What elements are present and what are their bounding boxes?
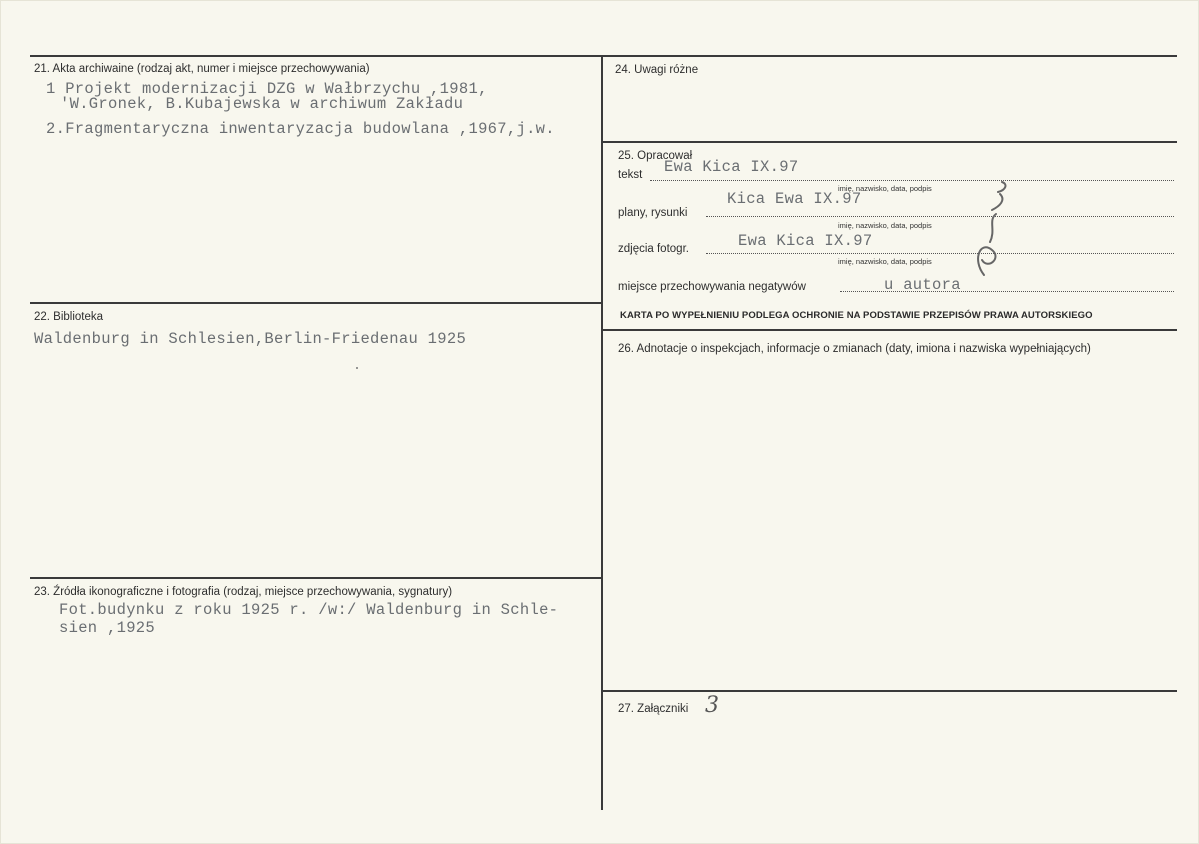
signature	[962, 180, 1022, 280]
center-divider	[601, 55, 603, 810]
plany-dotline	[706, 216, 1174, 217]
section-23-entry-line-2: sien ,1925	[59, 619, 156, 637]
section-21-entry-1-line-2: 'W.Gronek, B.Kubajewska w archiwum Zakładu	[60, 95, 464, 113]
section-22-label: 22. Biblioteka	[34, 311, 104, 323]
left-rule-22	[30, 302, 602, 304]
plany-caption: imię, nazwisko, data, podpis	[838, 221, 932, 230]
zdjecia-label: zdjęcia fotogr.	[618, 243, 689, 255]
negatywy-label: miejsce przechowywania negatywów	[618, 281, 806, 293]
section-26-label: 26. Adnotacje o inspekcjach, informacje o zmianach (daty, imiona i nazwiska wypełniających)	[618, 343, 1091, 355]
right-rule-25	[602, 141, 1177, 143]
tekst-dotline	[650, 180, 1174, 181]
section-21-entry-1-line-1: 1 Projekt modernizacji DZG w Wałbrzychu ,1981,	[46, 80, 488, 98]
ink-dot	[356, 367, 358, 369]
left-rule-23	[30, 577, 602, 579]
copyright-note: KARTA PO WYPEŁNIENIU PODLEGA OCHRONIE NA PODSTAWIE PRZEPISÓW PRAWA AUTORSKIEGO	[620, 310, 1093, 321]
tekst-value: Ewa Kica IX.97	[664, 158, 799, 176]
section-27-label: 27. Załączniki	[618, 703, 689, 715]
section-25-label: 25. Opracował	[618, 150, 693, 162]
top-rule	[30, 55, 1177, 57]
zdjecia-dotline	[706, 253, 1174, 254]
plany-label: plany, rysunki	[618, 207, 688, 219]
section-21-entry-2: 2.Fragmentaryczna inwentaryzacja budowlana ,1967,j.w.	[46, 120, 555, 138]
negatywy-value: u autora	[884, 276, 961, 294]
section-22-entry: Waldenburg in Schlesien,Berlin-Friedenau 1925	[34, 330, 467, 348]
section-27-value: 3	[705, 693, 719, 718]
section-23-entry-line-1: Fot.budynku z roku 1925 r. /w:/ Waldenburg in Schle-	[59, 601, 559, 619]
plany-value: Kica Ewa IX.97	[727, 190, 862, 208]
tekst-caption: imię, nazwisko, data, podpis	[838, 184, 932, 193]
section-24-label: 24. Uwagi różne	[615, 64, 699, 76]
zdjecia-value: Ewa Kica IX.97	[738, 232, 873, 250]
tekst-label: tekst	[618, 169, 643, 181]
section-23-label: 23. Źródła ikonograficzne i fotografia (rodzaj, miejsce przechowywania, sygnatury)	[34, 586, 453, 598]
section-21-label: 21. Akta archiwaine (rodzaj akt, numer i miejsce przechowywania)	[34, 63, 370, 75]
zdjecia-caption: imię, nazwisko, data, podpis	[838, 257, 932, 266]
right-rule-27	[602, 690, 1177, 692]
right-rule-26	[602, 329, 1177, 331]
